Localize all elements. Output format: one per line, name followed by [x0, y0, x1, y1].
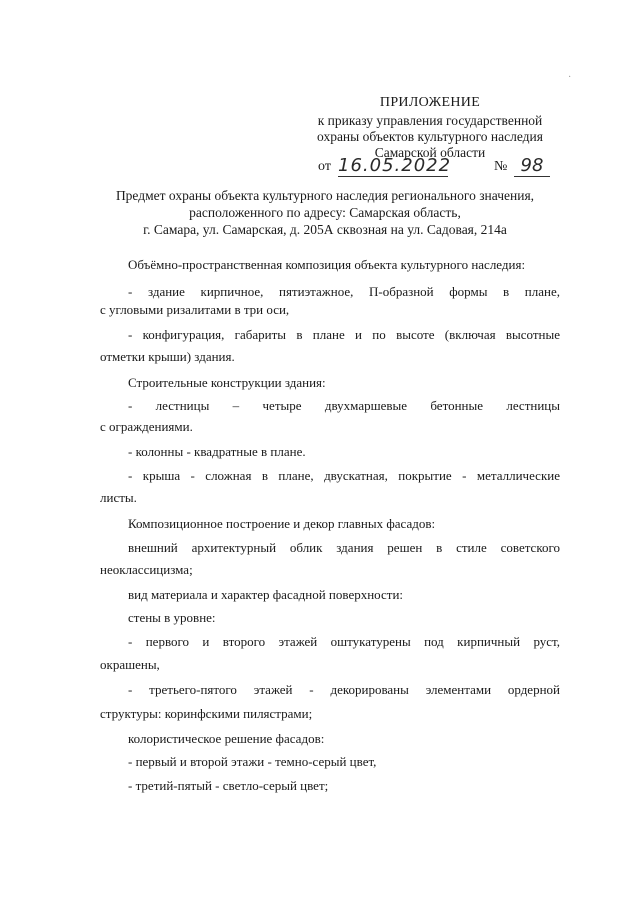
date-prefix: от — [318, 159, 331, 174]
margin-mark: · — [568, 72, 572, 83]
subject-line-2: расположенного по адресу: Самарская область, — [189, 205, 461, 220]
body-line: - первый и второй этажи - темно-серый цвет, — [128, 754, 377, 769]
body-line: - первого и второго этажей оштукатурены под кирпичный руст, — [128, 634, 560, 649]
body-line: - крыша - сложная в плане, двускатная, покрытие - металлические — [128, 468, 560, 483]
body-line: - лестницы – четыре двухмаршевые бетонные лестницы — [128, 398, 560, 413]
body-line: с ограждениями. — [100, 419, 193, 434]
body-line: - третий-пятый - светло-серый цвет; — [128, 778, 329, 793]
handwritten-number: 98 — [514, 156, 550, 177]
body-line: - третьего-пятого этажей - декорированы элементами ордерной — [128, 682, 560, 697]
section-heading: Объёмно-пространственная композиция объекта культурного наследия: — [128, 257, 526, 272]
body-line: внешний архитектурный облик здания решен в стиле советского — [128, 540, 560, 555]
body-line: - конфигурация, габариты в плане и по высоте (включая высотные — [128, 327, 560, 342]
order-date-number — [318, 155, 568, 179]
body-line: вид материала и характер фасадной поверхности: — [128, 587, 404, 602]
body-line: стены в уровне: — [128, 610, 216, 625]
subject-line-3: г. Самара, ул. Самарская, д. 205А сквозная на ул. Садовая, 214а — [143, 222, 507, 237]
body-line: колористическое решение фасадов: — [128, 731, 325, 746]
number-prefix: № — [494, 159, 508, 174]
body-line: с угловыми ризалитами в три оси, — [100, 302, 290, 317]
section-heading: Композиционное построение и декор главных фасадов: — [128, 516, 436, 531]
appendix-title: ПРИЛОЖЕНИЕ — [379, 95, 481, 110]
subject-line-1: Предмет охраны объекта культурного наследия регионального значения, — [115, 188, 535, 203]
body-line: окрашены, — [100, 657, 160, 672]
body-line: неоклассицизма; — [100, 562, 193, 577]
body-line: структуры: коринфскими пилястрами; — [100, 706, 313, 721]
appendix-line-2: охраны объектов культурного наследия — [317, 129, 543, 144]
appendix-line-3: Самарской области — [374, 145, 486, 160]
body-line: - колонны - квадратные в плане. — [128, 444, 306, 459]
section-heading: Строительные конструкции здания: — [128, 375, 326, 390]
body-line: листы. — [100, 490, 137, 505]
document-subject — [90, 187, 560, 238]
appendix-line-1: к приказу управления государственной — [317, 113, 543, 128]
body-line: отметки крыши) здания. — [100, 349, 235, 364]
body-line: - здание кирпичное, пятиэтажное, П-образной формы в плане, — [128, 284, 560, 299]
handwritten-date: 16.05.2022 — [338, 155, 452, 176]
